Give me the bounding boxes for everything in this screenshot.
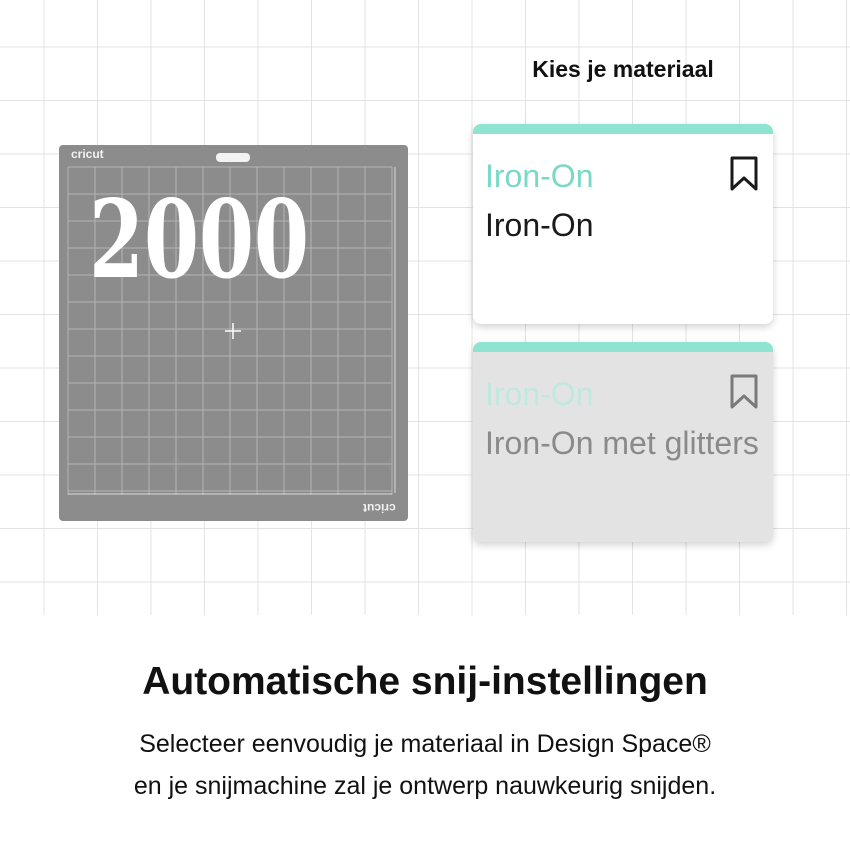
mat-grid (59, 145, 408, 521)
material-card-iron-on-glitter[interactable] (473, 342, 773, 542)
bookmark-icon[interactable] (729, 156, 759, 197)
material-heading: Kies je materiaal (532, 56, 714, 82)
cricut-logo-top: cricut (71, 147, 104, 161)
card-accent-stripe (473, 124, 773, 134)
feature-title: Automatische snij-instellingen (142, 660, 708, 703)
material-card-iron-on[interactable] (473, 124, 773, 324)
mat-design-text[interactable]: 2000 (89, 177, 309, 303)
card-accent-stripe (473, 342, 773, 352)
cutting-mat (59, 145, 408, 521)
bookmark-icon[interactable] (729, 374, 759, 415)
material-category: Iron-On (485, 376, 594, 412)
feature-description-line-1: Selecteer eenvoudig je materiaal in Design Space® (139, 730, 711, 758)
crosshair-icon (225, 323, 241, 339)
material-category: Iron-On (485, 158, 594, 194)
material-name: Iron-On met glitters (485, 425, 759, 461)
cricut-logo-bottom: cricut (363, 501, 396, 515)
feature-description-line-2: en je snijmachine zal je ontwerp nauwkeurig snijden. (133, 772, 717, 800)
material-name: Iron-On (485, 207, 594, 243)
mat-hang-tab (216, 153, 250, 162)
